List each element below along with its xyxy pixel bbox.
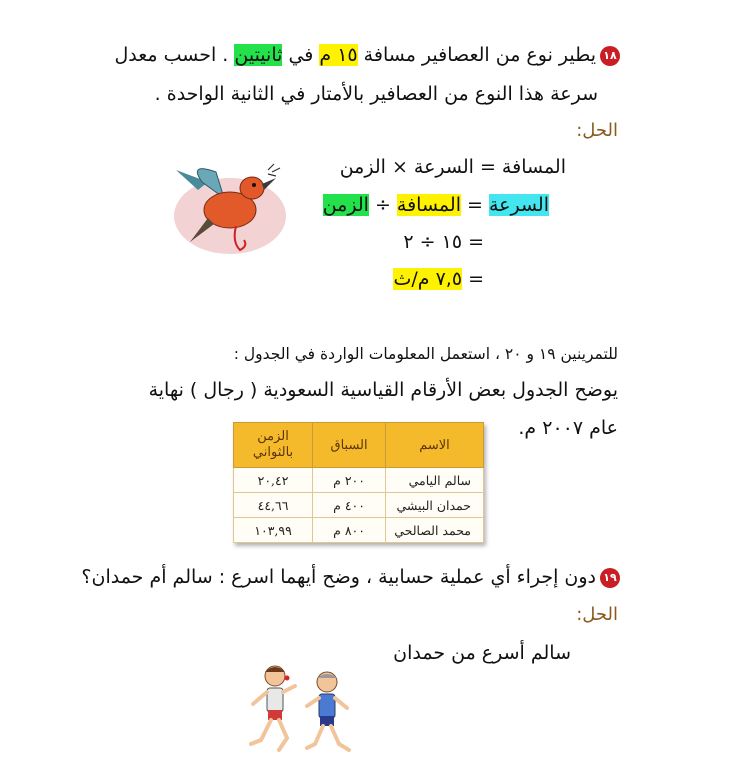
question-18 [114,44,620,66]
equals-sign-result: = [462,268,484,290]
bird-illustration [168,160,286,260]
equation-1: المسافة = السرعة × الزمن [339,156,566,178]
cell-name: محمد الصالحي [386,518,484,543]
solution-label-19: الحل: [576,604,618,625]
cell-race: ٨٠٠ م [313,518,386,543]
cell-name: حمدان البيشي [386,493,484,518]
q18-distance-highlight: ١٥ م [319,44,358,66]
equals-sign: = [460,194,489,216]
header-race: السباق [313,423,386,468]
intro-line-1: للتمرينين ١٩ و ٢٠ ، استعمل المعلومات الواردة في الجدول : [233,345,618,363]
table-row [234,468,484,493]
cell-race: ٢٠٠ م [313,468,386,493]
q18-time-highlight: ثانيتين [234,44,283,66]
cell-time: ١٠٣,٩٩ [234,518,313,543]
cell-time: ٤٤,٦٦ [234,493,313,518]
cell-name: سالم اليامي [386,468,484,493]
speed-highlight: السرعة [488,194,549,216]
intro-line-2: يوضح الجدول بعض الأرقام القياسية السعودية ( رجال ) نهاية [148,379,618,401]
solution-label-18: الحل: [576,120,618,141]
equation-4 [393,268,484,290]
header-time: الزمن بالثواني [234,423,313,468]
table-row [234,493,484,518]
distance-highlight: المسافة [396,194,461,216]
q18-line-2: سرعة هذا النوع من العصافير بالأمتار في الثانية الواحدة . [154,83,598,105]
table-header-row [234,423,484,468]
table-row [234,518,484,543]
q18-text-c: . احسب معدل [114,44,235,66]
runners-illustration [243,660,363,760]
divide-sign: ÷ [368,194,397,216]
q18-text-a: يطير نوع من العصافير مسافة [357,44,596,66]
question-19 [81,566,620,588]
cell-time: ٢٠,٤٢ [234,468,313,493]
q19-text: دون إجراء أي عملية حسابية ، وضح أيهما اسرع : سالم أم حمدان؟ [81,566,596,588]
equation-2 [323,194,549,216]
intro-line-3: عام ٢٠٠٧ م. [518,417,618,439]
q19-answer: سالم أسرع من حمدان [393,642,571,664]
result-highlight: ٧,٥ م/ث [393,268,463,290]
question-number-badge: ١٩ [600,568,620,588]
question-number-badge: ١٨ [600,46,620,66]
time-highlight: الزمن [322,194,369,216]
cell-race: ٤٠٠ م [313,493,386,518]
records-table [233,422,484,543]
q18-text-b: في [282,44,320,66]
header-name: الاسم [386,423,484,468]
equation-3: = ١٥ ÷ ٢ [403,231,484,253]
